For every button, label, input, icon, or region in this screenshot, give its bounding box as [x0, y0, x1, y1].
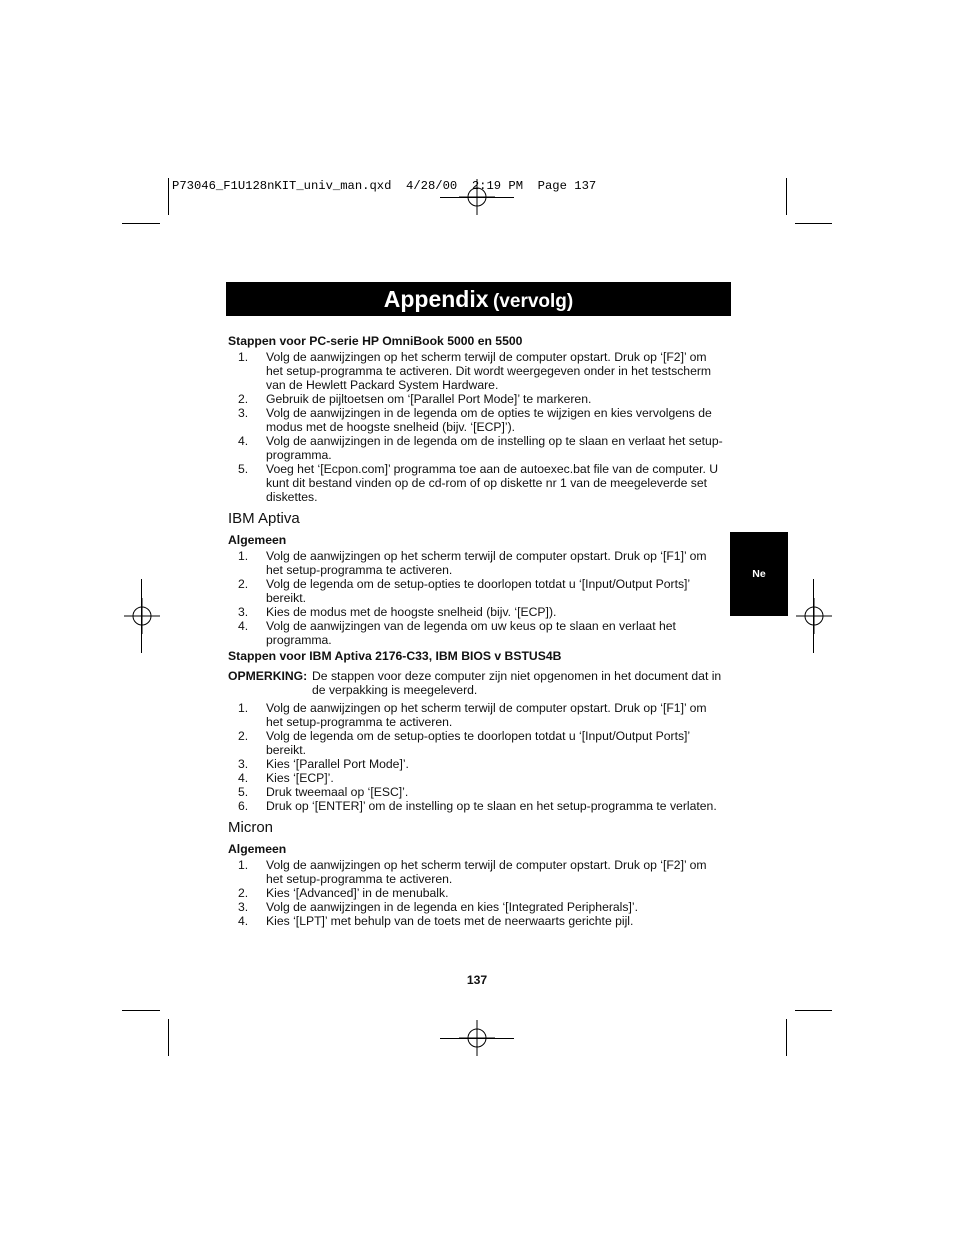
step-number: 1. [238, 549, 249, 563]
list-item [228, 577, 724, 605]
step-number: 1. [238, 701, 249, 715]
page-number: 137 [466, 973, 488, 987]
micron-heading: Micron [228, 819, 274, 836]
step-number: 4. [238, 434, 249, 448]
step-text: Kies ‘[Parallel Port Mode]’. [266, 757, 409, 771]
list-item [228, 771, 724, 785]
step-text: Volg de aanwijzingen in de legenda en kies ‘[Integrated Peripherals]’. [266, 900, 638, 914]
ibm-general-steps [228, 549, 724, 647]
step-text: Volg de aanwijzingen van de legenda om uw keus op te slaan en verlaat het programma. [266, 619, 676, 647]
step-text: Kies de modus met de hoogste snelheid (bijv. ‘[ECP]). [266, 605, 557, 619]
page-subtitle: (vervolg) [492, 291, 574, 312]
hp-subheading: Stappen voor PC-serie HP OmniBook 5000 en 5500 [228, 334, 523, 348]
language-tab-label: Ne [752, 568, 766, 580]
crop-mark-left-vertical [141, 579, 142, 653]
step-text: Druk tweemaal op ‘[ESC]’. [266, 785, 409, 799]
slug-line: P73046_F1U128nKIT_univ_man.qxd 4/28/00 2:19 PM Page 137 [172, 179, 597, 193]
registration-mark-right [796, 598, 832, 634]
crop-mark-bottom-center-horizontal [440, 1038, 514, 1039]
step-text: Volg de aanwijzingen op het scherm terwijl de computer opstart. Druk op ‘[F1]’ om het setup-programma te activeren. [266, 549, 707, 577]
list-item [228, 549, 724, 577]
ibm-model-subheading: Stappen voor IBM Aptiva 2176-C33, IBM BIOS v BSTUS4B [228, 649, 562, 663]
list-item [228, 462, 724, 504]
registration-mark-left [124, 598, 160, 634]
main-content [228, 334, 724, 928]
note-text: De stappen voor deze computer zijn niet opgenomen in het document dat in de verpakking is meegeleverd. [312, 669, 722, 697]
step-text: Kies ‘[LPT]’ met behulp van de toets met de neerwaarts gerichte pijl. [266, 914, 634, 928]
language-tab [730, 532, 788, 616]
list-item [228, 886, 724, 900]
micron-steps [228, 858, 724, 928]
step-text: Volg de legenda om de setup-opties te doorlopen totdat u ‘[Input/Output Ports]’ bereikt. [266, 577, 690, 605]
step-text: Druk op ‘[ENTER]’ om de instelling op te slaan en het setup-programma te verlaten. [266, 799, 717, 813]
step-text: Volg de aanwijzingen in de legenda om de opties te wijzigen en kies vervolgens de modus met de hoogste snelheid (bijv. ‘[ECP]’). [266, 406, 712, 434]
step-number: 5. [238, 785, 249, 799]
list-item [228, 350, 724, 392]
ibm-heading: IBM Aptiva [228, 510, 300, 527]
crop-mark-bottom-right-horizontal [795, 1010, 832, 1011]
list-item [228, 858, 724, 886]
list-item [228, 392, 724, 406]
crop-mark-bottom-left-vertical [168, 1019, 169, 1056]
step-number: 2. [238, 886, 249, 900]
step-number: 2. [238, 577, 249, 591]
list-item [228, 701, 724, 729]
page-title-bar [226, 282, 731, 316]
ibm-general-label: Algemeen [228, 533, 287, 547]
step-text: Voeg het ‘[Ecpon.com]’ programma toe aan de autoexec.bat file van de computer. U kunt dit bestand vinden op de cd-rom of op diskette nr 1 van de meegeleverde set diskettes. [266, 462, 719, 504]
crop-mark-top-left-horizontal [122, 223, 160, 224]
step-number: 3. [238, 605, 249, 619]
list-item [228, 406, 724, 434]
step-number: 1. [238, 858, 249, 872]
crop-mark-top-left-vertical [168, 178, 169, 215]
list-item [228, 900, 724, 914]
step-number: 4. [238, 771, 249, 785]
list-item [228, 434, 724, 462]
ibm-model-steps [228, 701, 724, 813]
list-item [228, 757, 724, 771]
list-item [228, 605, 724, 619]
step-number: 6. [238, 799, 249, 813]
crop-mark-right-vertical [813, 579, 814, 653]
step-number: 4. [238, 914, 249, 928]
step-number: 5. [238, 462, 249, 476]
ibm-note [228, 669, 724, 697]
step-number: 1. [238, 350, 249, 364]
crop-mark-bottom-right-vertical [786, 1019, 787, 1056]
list-item [228, 914, 724, 928]
list-item [228, 619, 724, 647]
step-text: Volg de aanwijzingen in de legenda om de instelling op te slaan en verlaat het setup-programma. [266, 434, 723, 462]
step-text: Volg de aanwijzingen op het scherm terwijl de computer opstart. Druk op ‘[F2]’ om het setup-programma te activeren. Dit wordt weergegeven onder in het testscherm van de Hewlett Packard System Hardware. [266, 350, 712, 392]
crop-mark-top-right-vertical [786, 178, 787, 215]
step-text: Volg de legenda om de setup-opties te doorlopen totdat u ‘[Input/Output Ports]’ bereikt. [266, 729, 690, 757]
step-number: 3. [238, 757, 249, 771]
step-text: Kies ‘[ECP]’. [266, 771, 334, 785]
step-number: 4. [238, 619, 249, 633]
page-title: Appendix [383, 286, 489, 312]
crop-mark-top-right-horizontal [795, 223, 832, 224]
note-label: OPMERKING: [228, 669, 308, 683]
step-number: 2. [238, 729, 249, 743]
micron-general-label: Algemeen [228, 842, 287, 856]
step-number: 3. [238, 406, 249, 420]
step-number: 2. [238, 392, 249, 406]
step-number: 3. [238, 900, 249, 914]
step-text: Volg de aanwijzingen op het scherm terwijl de computer opstart. Druk op ‘[F2]’ om het setup-programma te activeren. [266, 858, 707, 886]
hp-steps [228, 350, 724, 504]
list-item [228, 799, 724, 813]
step-text: Volg de aanwijzingen op het scherm terwijl de computer opstart. Druk op ‘[F1]’ om het setup-programma te activeren. [266, 701, 707, 729]
crop-mark-bottom-left-horizontal [122, 1010, 160, 1011]
list-item [228, 785, 724, 799]
crop-mark-top-center-horizontal [440, 197, 514, 198]
step-text: Gebruik de pijltoetsen om ‘[Parallel Port Mode]’ te markeren. [266, 392, 592, 406]
step-text: Kies ‘[Advanced]’ in de menubalk. [266, 886, 449, 900]
list-item [228, 729, 724, 757]
